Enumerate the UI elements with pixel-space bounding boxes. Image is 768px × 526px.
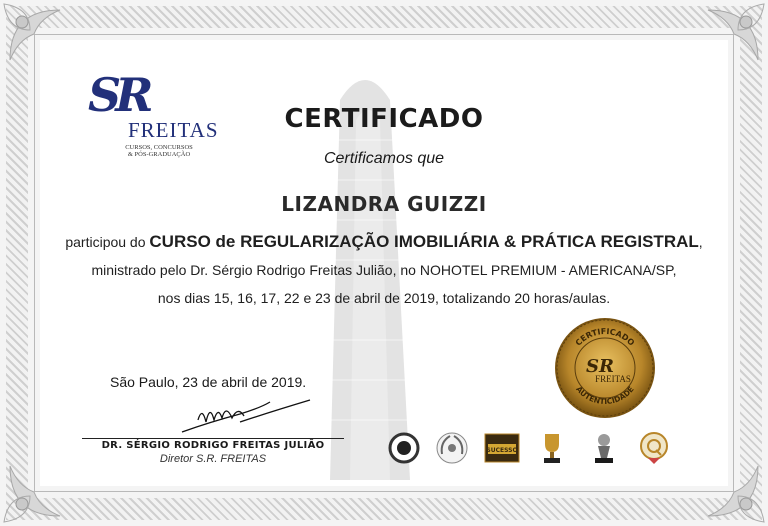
participation-prefix: participou do xyxy=(65,234,146,250)
signer-name: DR. SÉRGIO RODRIGO FREITAS JULIÃO xyxy=(101,440,325,451)
seal-mark: SR xyxy=(586,356,614,377)
course-name: CURSO de REGULARIZAÇÃO IMOBILIÁRIA & PRÁTICA REGISTRAL xyxy=(149,232,699,251)
place-and-date: São Paulo, 23 de abril de 2019. xyxy=(110,374,307,390)
signer-role: Diretor S.R. FREITAS xyxy=(159,453,267,465)
logo-tagline-line-2: & PÓS-GRADUAÇÃO xyxy=(127,151,191,158)
participation-suffix: , xyxy=(698,234,703,250)
corner-ornament-icon xyxy=(0,456,70,526)
seal-bottom-text: AUTENTICIDADE xyxy=(574,384,636,407)
participation-line xyxy=(0,232,768,252)
corner-ornament-icon xyxy=(0,0,70,70)
quality-badge-icon xyxy=(634,428,674,468)
award-statue-icon xyxy=(584,428,624,468)
medal-badge-icon xyxy=(384,428,424,468)
logo-tagline-line-1: CURSOS, CONCURSOS xyxy=(125,144,193,151)
signature-line xyxy=(82,438,344,439)
logo-mark: SR xyxy=(88,68,148,122)
recipient-name: LIZANDRA GUIZZI xyxy=(281,192,487,216)
logo-wordmark: FREITAS xyxy=(128,118,219,142)
laurel-badge-icon xyxy=(432,428,472,468)
authenticity-seal-icon xyxy=(553,316,657,420)
certificate-title: CERTIFICADO xyxy=(284,104,484,134)
awards-row xyxy=(380,428,680,470)
certificate-intro: Certificamos que xyxy=(323,150,445,167)
instructor-line: ministrado pelo Dr. Sérgio Rodrigo Freitas Julião, no NOHOTEL PREMIUM - AMERICANA/SP, xyxy=(91,262,677,278)
seal-top-text: CERTIFICADO xyxy=(573,326,637,348)
trophy-icon xyxy=(532,428,572,468)
seal-word: FREITAS xyxy=(595,374,631,384)
corner-ornament-icon xyxy=(698,456,768,526)
dates-line: nos dias 15, 16, 17, 22 e 23 de abril de 2019, totalizando 20 horas/aulas. xyxy=(157,290,611,306)
sucesso-label: SUCESSO xyxy=(486,447,518,454)
handwritten-signature xyxy=(180,392,320,438)
sucesso-plaque-icon xyxy=(482,428,522,468)
corner-ornament-icon xyxy=(698,0,768,70)
